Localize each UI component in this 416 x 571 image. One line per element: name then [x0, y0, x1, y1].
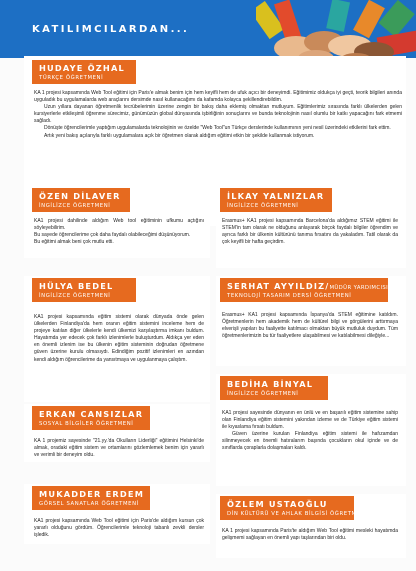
article-header	[220, 278, 388, 302]
author-name-text: SERHAT AYYILDIZ/	[227, 281, 330, 291]
article-paragraph: Bu sayede öğrencilerime çok daha faydalı olabileceğimi düşünüyorum.	[34, 232, 191, 239]
author-name: İLKAY YALNIZLAR	[227, 191, 325, 201]
article-paragraph: KA 1 projemiz sayesinde "21.yy.'da Okulların Liderliği" eğitimini Helsinki'de almak, oradaki eğitim sistem ve ortamlarını gözlemlemek benim için yararlı ve verimli bir deneyim oldu.	[34, 438, 204, 459]
author-title: MÜDÜR YARDIMCISI	[329, 285, 389, 291]
author-role: İNGİLİZCE ÖĞRETMENİ	[39, 293, 111, 299]
article-body	[34, 518, 204, 539]
article-body	[34, 438, 204, 459]
author-name: BEDİHA BİNYAL	[227, 379, 314, 389]
article-header	[220, 496, 368, 520]
author-role: GÖRSEL SANATLAR ÖĞRETMENİ	[39, 501, 139, 507]
article-ilkay	[216, 186, 406, 268]
article-body	[222, 410, 398, 453]
article-body	[222, 528, 398, 542]
article-body	[34, 314, 204, 364]
article-ozen	[24, 186, 210, 258]
page-title: KATILIMCILARDAN...	[32, 24, 190, 35]
article-body	[34, 90, 402, 140]
article-paragraph: Güven üzerine kurulan Finlandiya eğitim sistemi ile hafızamdan silinmeyecek en önemli hatıralarım başında çocukların okul içinde ve de sınıflarda çoraplarla dolaşmaları kaldı.	[222, 431, 398, 452]
article-header	[32, 188, 130, 212]
author-role: SOSYAL BİLGİLER ÖĞRETMENİ	[39, 421, 134, 427]
author-name: HUDAYE ÖZHAL	[39, 63, 125, 73]
article-paragraph: KA1 projesi kapsamında Web Tool eğitimi için Paris'de aldığım kursun çok yararlı olduğunu gördüm. Öğrencilerimle teknoloji tabanlı zevkli dersler işledik.	[34, 518, 204, 539]
article-header	[32, 486, 150, 510]
article-paragraph: Dönüşte öğrencilerimle yaptığım uygulamalarda teknolojinin ve özelde "Web Tool"un Türkçe derslerinde kullanımının yeni nesil üzerindeki etkilerini fark ettim.	[44, 125, 391, 132]
article-paragraph: Bu eğitimi almak beni çok mutlu etti.	[34, 239, 114, 246]
article-body	[34, 218, 204, 246]
article-hulya	[24, 276, 210, 402]
author-role: İNGİLİZCE ÖĞRETMENİ	[227, 203, 299, 209]
author-name: HÜLYA BEDEL	[39, 281, 114, 291]
article-bediha	[216, 374, 406, 486]
article-body	[222, 312, 398, 340]
author-name: MUKADDER ERDEM	[39, 489, 145, 499]
article-header	[220, 376, 328, 400]
article-paragraph: Artık yeni bakış açılarıyla farklı uygulamalara açık bir öğretmen olarak aldığım eğitimi etkin bir şekilde kullanmak istiyorum.	[44, 132, 315, 139]
article-paragraph: KA1 projesi kapsamında eğitim sistemi olarak dünyada önde gelen ülkelerden Finlandiya'da hem oranın eğitim sistemini inceleme hem de projeye katılan diğer ülkelerle kendi ülkemizi karşılaştırma imkanı buldum. Hayatımda yer edecek çok farklı izlenimlerle buluşturdum. Aldıkça yer eden en önemli izlenim ise bu ülkenin eğitim sisteminin doğrudan öğretmene güven üzerine kurulu olmasıydı. Edindiğim pozitif izlenimleri en azından kendi aldığım öğrencilerime da yansıtmaya ve uygulanmaya çalıştım.	[34, 314, 204, 363]
article-serhat	[216, 276, 406, 366]
article-paragraph: Erasmus+ KA1 projesi kapsamında İspanya'da STEM eğitimine katıldım. Öğretmenlerin hem akademik hem de kültürel bilgi ve görgülerini arttırmaya elverişli yapıları bu faaliyette katılmacı olmaktan büyük mutluluk duydum. Tüm öğretmenlerimizin bu tür faaliyetlere ulaşabilmesi ve katılabilmesi dileğiyle...	[222, 312, 398, 340]
author-role: İNGİLİZCE ÖĞRETMENİ	[39, 203, 111, 209]
article-paragraph: KA1 projesi sayesinde dünyanın en ünlü ve en başarılı eğitim sistemine sahip olan Finlandiya eğitim sistemini yakından izleme ve de Türkiye eğitim sistemi ile kıyaslama fırsatı buldum.	[222, 410, 398, 431]
author-role: DİN KÜLTÜRÜ VE AHLAK BİLGİSİ ÖĞRETMENİ	[227, 511, 368, 517]
article-paragraph: KA 1 projesi kapsamında Web Tool eğitimi için Paris'e almak benim için hem keyifli hem de ufuk açıcı bir deneyimdi. Eğitimimiz oldukça iyi geçti, teorik bilgileri anında uyguladık bu uygulamalarda web araçlarını dersimde nasıl kullanacağımı da kafamda kolayca şekillendirebildim.	[34, 90, 402, 104]
article-header	[32, 60, 136, 84]
article-mukadder	[24, 484, 210, 544]
article-paragraph: Uzun yıllara dayanan öğretmenlik tecrübelerimin üzerine zengin bir bakış daha eklemiş olmaktan mutluyum. Eğitimlerimiz sırasında farklı ülkelerden gelen kursiyerlerle etkileşimli öğrenme sürecimiz, günümüzün global dünyasında işbirliğinin sonuçlarını ve bunda teknolojinin nasıl olumlu bir katkı yapacağını fark etmemi sağladı.	[34, 104, 402, 125]
author-role: TÜRKÇE ÖĞRETMENİ	[39, 75, 104, 81]
article-header	[32, 278, 136, 302]
article-body	[222, 218, 398, 246]
author-role: TEKNOLOJİ TASARIM DERSİ ÖĞRETMENİ	[227, 293, 352, 299]
article-paragraph: Erasmus+ KA1 projesi kapsamında Barcelona'da aldığımız STEM eğitimi ile STEM'in tam olarak ne olduğunu anlayarak birçok faydalı bilgiler öğrendim ve ayrıca farklı bir ülkenin kültürünü tanıma fırsatını da yakaladım. Tatil olarak da çok keyifli bir hafta geçirdim.	[222, 218, 398, 246]
author-name: ÖZLEM USTAOĞLU	[227, 499, 328, 509]
article-paragraph: KA1 projesi dahilinde aldığım Web tool eğitiminin ufkumu açtığını söyleyebilirim.	[34, 218, 204, 232]
article-ozlem	[216, 494, 406, 558]
article-header	[220, 188, 332, 212]
author-name: ÖZEN DİLAVER	[39, 191, 121, 201]
article-header	[32, 406, 150, 430]
article-erkan	[24, 404, 210, 462]
author-name: ERKAN CANSIZLAR	[39, 409, 144, 419]
author-name	[227, 281, 389, 291]
article-paragraph: KA 1 projesi kapsamında Paris'te aldığım Web Tool eğitimi mesleki hayatımda gelişmemi sağlayan en önemli yapı taşlarından biri oldu.	[222, 528, 398, 542]
author-role: İNGİLİZCE ÖĞRETMENİ	[227, 391, 299, 397]
